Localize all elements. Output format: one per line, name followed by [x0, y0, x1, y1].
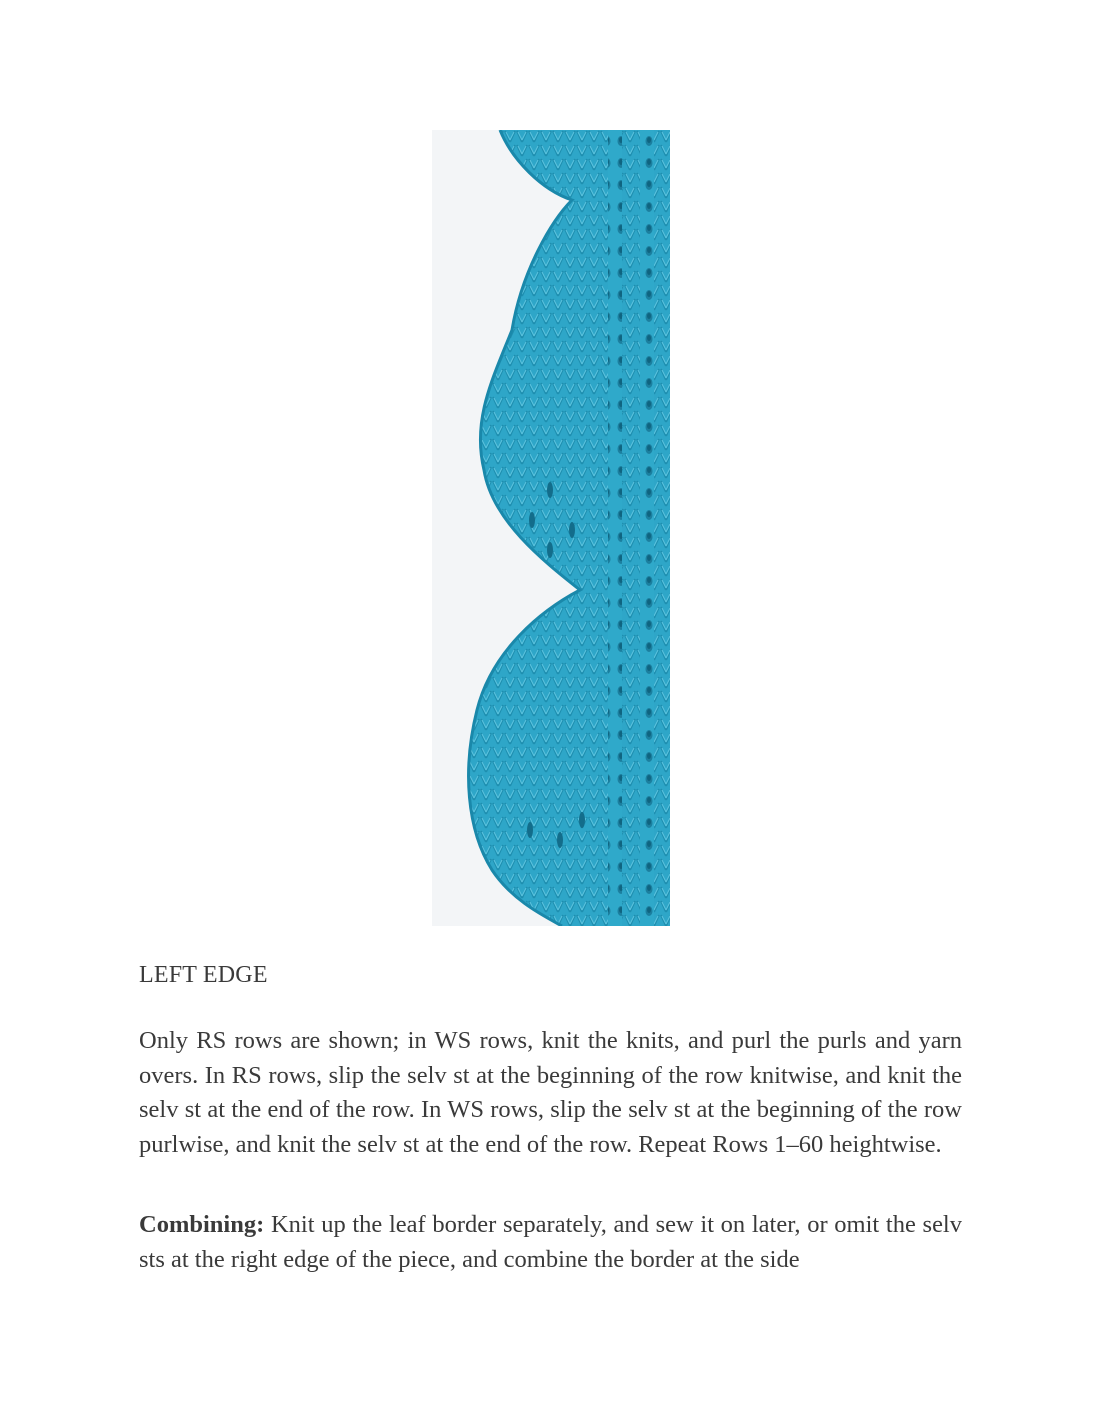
combining-paragraph: [139, 1208, 962, 1277]
knitted-leaf-border-photo: [432, 130, 670, 926]
combining-text: Knit up the leaf border separately, and sew it on later, or omit the selv sts at the right edge of the piece, and combine the border at the side: [139, 1211, 962, 1273]
section-heading: LEFT EDGE: [139, 962, 268, 988]
instructions-paragraph: Only RS rows are shown; in WS rows, knit the knits, and purl the purls and yarn overs. In RS rows, slip the selv st at the beginning of the row knitwise, and knit the selv st at the end of the row. In WS rows, slip the selv st at the beginning of the row purlwise, and knit the selv st at the end of the row. Repeat Rows 1–60 heightwise.: [139, 1027, 962, 1158]
combining-label: Combining:: [139, 1211, 265, 1238]
